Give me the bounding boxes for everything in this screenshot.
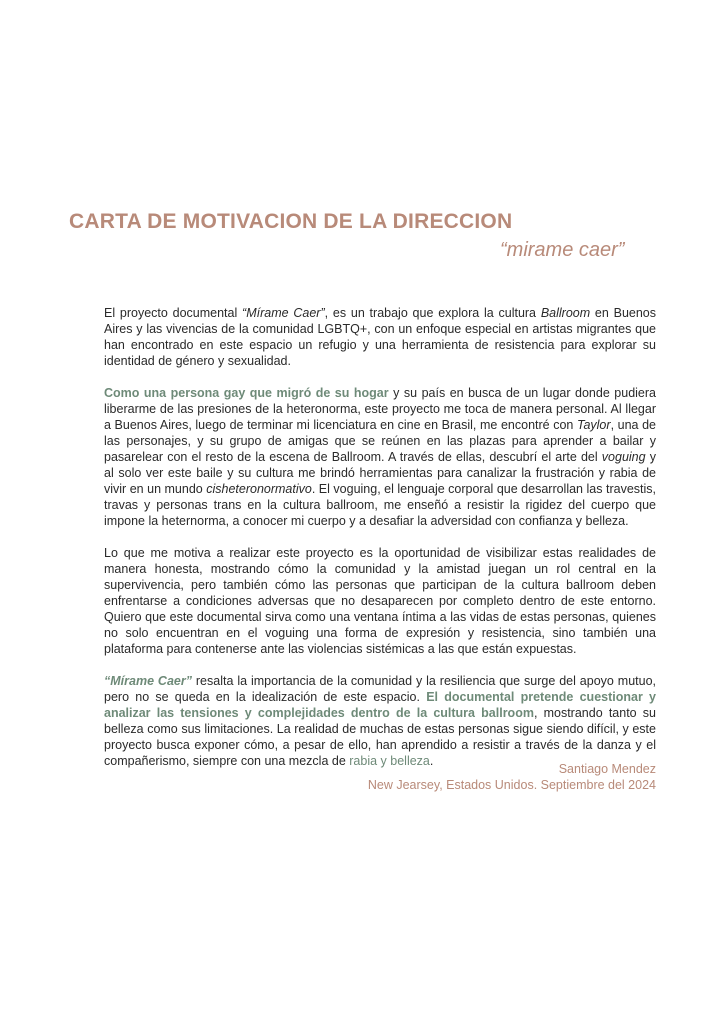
text-segment: Lo que me motiva a realizar este proyecto es la oportunidad de visibilizar estas realidades de manera honesta, mostrando cómo la comunidad y la amistad juegan un rol central en la supervivencia, pero también cómo las personas que participan de la cultura ballroom deben enfrentarse a condiciones adversas que no desaparecen por completo dentro de este entorno. Quiero que este documental sirva como una ventana íntima a las vidas de estas personas, quienes no solo encuentran en el voguing una forma de expresión y resistencia, sino también una plataforma para contenerse ante las violencias sistémicas a las que están expuestas. bbox=[104, 546, 656, 656]
taylor-emphasis: Taylor bbox=[576, 418, 611, 432]
voguing-emphasis: voguing bbox=[601, 450, 646, 464]
text-segment: . El voguing, el lenguaje corporal que desarrollan las travestis, travas y personas trans en la cultura ballroom, me enseñó a resistir la rigidez del cuerpo que impone la heternorma, a conocer mi cuerpo y a desafiar la adversidad con confianza y belleza. bbox=[104, 482, 656, 528]
text-segment: y su país en busca de un lugar donde pudiera liberarme de las presiones de la heteronorma, este proyecto me toca de manera personal. Al llegar a Buenos Aires, luego de terminar mi licenciatura en cine en Brasil, me encontré con bbox=[104, 386, 656, 432]
signature-name: Santiago Mendez bbox=[558, 762, 656, 776]
text-segment: en Buenos Aires y las vivencias de la comunidad LGBTQ+, con un enfoque especial en artistas migrantes que han encontrado en este espacio un refugio y una herramienta de resistencia para explorar su identidad de género y sexualidad. bbox=[104, 306, 657, 368]
film-title-emphasis: “Mírame Caer” bbox=[242, 306, 325, 320]
signature-location-date: New Jearsey, Estados Unidos. Septiembre del 2024 bbox=[367, 778, 656, 792]
project-subtitle: “mirame caer” bbox=[500, 239, 625, 261]
paragraph-purpose bbox=[104, 673, 656, 769]
text-segment: resalta la importancia de la comunidad y la resiliencia que surge del apoyo mutuo, pero no se queda en la idealización de este espacio. bbox=[104, 674, 656, 704]
text-segment: , mostrando tanto su belleza como sus limitaciones. La realidad de muchas de estas personas sigue siendo difícil, y este proyecto busca exponer cómo, a pesar de ello, han aprendido a resistir a través de la danza y el compañerismo, siempre con una mezcla de bbox=[104, 706, 656, 768]
letter-title: CARTA DE MOTIVACION DE LA DIRECCION bbox=[69, 210, 513, 233]
paragraph-intro bbox=[104, 305, 656, 369]
ballroom-emphasis: Ballroom bbox=[540, 306, 591, 320]
letter-body bbox=[104, 305, 656, 785]
text-segment: y al solo ver este baile y su cultura me brindó herramientas para canalizar la frustración y rabia de vivir en un mundo bbox=[104, 450, 656, 496]
text-segment: . bbox=[429, 754, 434, 768]
highlight-question: El documental pretende cuestionar y analizar las tensiones y complejidades dentro de la cultura ballroom bbox=[104, 690, 657, 720]
text-segment: , es un trabajo que explora la cultura bbox=[324, 306, 541, 320]
highlight-rabia-belleza: rabia y belleza bbox=[349, 754, 430, 768]
text-segment: El proyecto documental bbox=[104, 306, 243, 320]
film-title-highlight: “Mírame Caer” bbox=[104, 674, 192, 688]
highlight-migrant: Como una persona gay que migró de su hogar bbox=[104, 386, 389, 400]
paragraph-personal bbox=[104, 385, 656, 529]
text-segment: , una de las personajes, y su grupo de amigas que se reúnen en las plazas para aprender a bailar y pasarelear con el resto de la escena de Ballroom. A través de ellas, descubrí el arte del bbox=[104, 418, 656, 464]
paragraph-motivation bbox=[104, 545, 656, 657]
signature-block bbox=[368, 761, 656, 793]
cishet-emphasis: cisheteronormativo bbox=[206, 482, 312, 496]
